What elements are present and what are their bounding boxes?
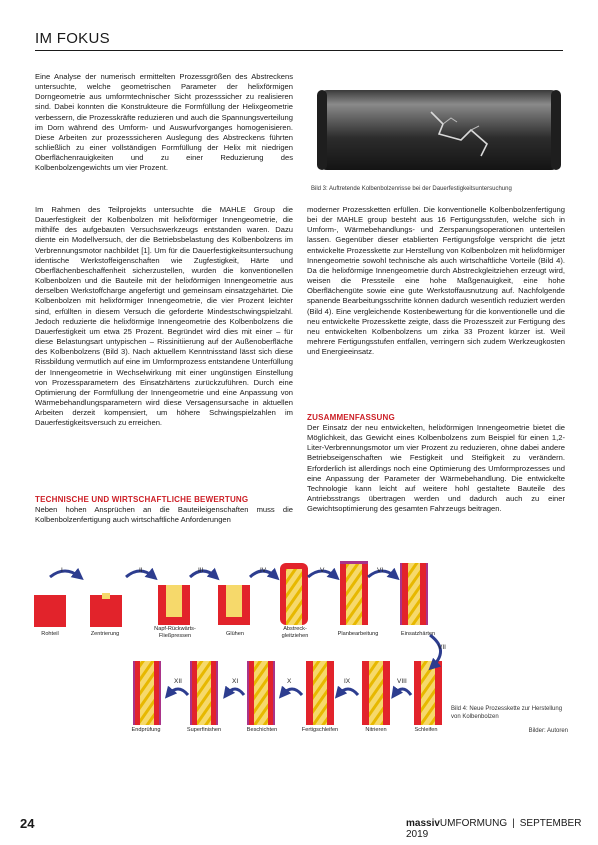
section-title: IM FOKUS [35, 30, 110, 47]
intro-paragraph: Eine Analyse der numerisch ermittelten Prozessgrößen des Abstreckens untersuchte, welche geometrischen Parameter der helixförmigen Dorngeometrie aus umformtechnischer Sicht prozesssicher zu realisieren sind. Dabei konnten die Konstrukteure die Formfüllung der Helixgeometrie verbessern, die Prozesskräfte reduzieren und auch die Spannungsverteilung im Dorn während des Umform- und Auswurfvorganges homogenisieren. Diese Arbeiten zur prozesssicheren Auslegung des Abstreckens führten schließlich zu einer vollständigen Formfüllung der Helix mit niedrigen Oberflächenrauigkeiten und zu einer Reduzierung des Kolbenbolzengewichts um vier Prozent. [35, 72, 293, 173]
part-inspected [133, 661, 161, 725]
part-annealed [218, 585, 250, 625]
part-coated [247, 661, 275, 725]
part-faced [340, 561, 368, 625]
step-label: Superfinishen [186, 727, 222, 733]
tech-section-heading: TECHNISCHE UND WIRTSCHAFTLICHE BEWERTUNG [35, 495, 249, 504]
step-numeral: III [198, 567, 204, 574]
left-column-text: Im Rahmen des Teilprojekts untersuchte die MAHLE Group die Dauerfestigkeit der Kolbenbolzen mit helixförmiger Innengeometrie, die mithilfe des aufgebauten Versuchswerkzeugs entstanden waren. Dazu diente ein Modellversuch, der die Betriebsbelastung des Kolbenbolzens im Verbrennungsmotor nachbildet [1]. Um für die Dauerfestigkeitsuntersuchung identische Werkstoffeigenschaften wie Zugfestigkeit, Härte und Oberflächenbeschaffenheit sicherzustellen, wurden die konventionellen Kolbenbolzen und die Bauteile mit der helixförmigen Innengeometrie aus derselben Werkstoffcharge angefertigt und gemeinsam einsatzgehärtet. Die Kolbenbolzen mit helixförmiger Innengeometrie, die vier Prozent leichter sind, erfüllten in diesem Versuch die geforderte Mindestschwingspielzahl. Jedoch reduzierte die helixförmige Innengeometrie des Kolbenbolzens die Dauerfestigkeit um etwa 25 Prozent. Begründet wird dies mit einer – für diese Belastungsart untypischen – Rissinitiierung auf der Außenoberfläche des Kolbenbolzens (Bild 3). Nach aktuellem Kenntnisstand lässt sich diese Rissbildung vermutlich auf eine im Umformprozess entstandene Unterfüllung der Innengeometrie in Wechselwirkung mit einer ungünstigen Einstellung von Prozessparametern des Einsatzhärtens zurückzuführen. Durch eine Optimierung der Formfüllung der Innengeometrie und eine Anpassung von Wärmebehandlungsparametern wird diese Versagensursache in aktuellen Arbeiten derzeit kompensiert, um höhere Schwingspielzahlen im Dauerfestigkeitsversuch zu erreichen. [35, 205, 293, 428]
process-arrow [226, 689, 244, 695]
tech-section-text: Neben hohen Ansprüchen an die Bauteileigenschaften muss die Kolbenbolzenfertigung auch wirtschaftliche Anforderungen [35, 505, 293, 525]
step-numeral: II [139, 567, 143, 574]
step-label: Planbearbeitung [337, 631, 379, 637]
summary-text: Der Einsatz der neu entwickelten, helixförmigen Innengeometrie bietet die Möglichkeit, das Gewicht eines Kolbenbolzens zum Beispiel für einen 1,2-Liter-Verbrennungsmotor um vier Prozent zu reduzieren, ohne dabei andere Betriebseigenschaften wie Festigkeit und Steifigkeit zu verändern. Erforderlich ist allerdings noch eine Optimierung des Umformprozesses und eine Anpassung der Parameter der Wärmebehandlung. Die entwickelte Technologie kann leicht auf weitere hohl gestaltete Bauteile des Antriebsstrangs übertragen werden und dadurch auch zu einer Gewichtsoptimierung des gesamten Fahrzeugs beitragen. [307, 423, 565, 514]
figure-3-caption: Bild 3: Auftretende Kolbenbolzenrisse bei der Dauerfestigkeitsuntersuchung [311, 186, 512, 192]
magazine-brand-suffix: UMFORMUNG [439, 818, 508, 829]
figure-credit: Bilder: Autoren [528, 728, 568, 734]
part-case-hardened [400, 563, 428, 625]
step-numeral: V [320, 567, 325, 574]
part-ground [414, 661, 442, 725]
part-centered [90, 593, 122, 627]
process-arrow [338, 689, 358, 695]
part-cup [158, 585, 190, 625]
step-numeral: VI [377, 567, 384, 574]
process-arrow [394, 689, 411, 695]
step-numeral: I [61, 567, 63, 574]
summary-heading: ZUSAMMENFASSUNG [307, 413, 395, 422]
part-ground-final [306, 661, 334, 725]
right-column-text: moderner Prozessketten erfüllen. Die konventionelle Kolbenbolzenfertigung bei der MAHLE group besteht aus 16 Fertigungsstufen, welche sich in Umform-, Wärmebehandlungs- und Zerspanungsoperationen unterteilen lassen. Gegenüber dieser etablierten Fertigungsfolge verspricht die jetzt entwickelte Prozesskette zur Herstellung von Kolbenbolzen mit helixförmiger Innengeometrie sowohl technische als auch wirtschaftliche Vorteile (Bild 4). Da die helixförmige Innengeometrie durch Abstreckgleitziehen erzeugt wird, weisen die Pressteile eine hohe Maßgenauigkeit, eine hohe Oberflächengüte sowie eine gute Werkstoffausnutzung auf. Nachfolgende spanende Bearbeitungsschritte können dadurch wesentlich reduziert werden (Bild 4). Eine vergleichende Kostenbewertung für die konventionelle und die neu entwickelte Prozesskette zeigte, dass die Prozesszeit zur Fertigung des neu entwickelten Kolbenbolzens um zirka 33 Prozent kürzer ist. Weil mehrere Fertigungsstufen entfallen, verringern sich zudem Werkzeugkosten und Energieeinsatz. [307, 205, 565, 357]
step-label: Nitrieren [365, 727, 387, 733]
step-numeral: IX [344, 678, 351, 685]
step-numeral: X [287, 678, 292, 685]
row-1-parts [34, 561, 428, 627]
step-label: Zentrierung [90, 631, 120, 637]
process-arrow [50, 571, 80, 577]
step-numeral: VIII [397, 678, 407, 685]
piston-pin-photo [311, 82, 567, 178]
footer-separator: | [512, 818, 515, 829]
header-rule [35, 50, 563, 51]
step-label: Abstreck-gleitziehen [281, 626, 309, 639]
part-nitrided [362, 661, 390, 725]
part-raw [34, 595, 66, 627]
part-superfinished [190, 661, 218, 725]
step-label: Schleifen [414, 727, 438, 733]
issue-date: SEPTEMBER 2019 [406, 818, 582, 840]
step-label: Napf-Rückwärts-Fließpressen [154, 626, 196, 639]
page-number: 24 [20, 816, 35, 831]
figure-4-caption: Bild 4: Neue Prozesskette zur Herstellung von Kolbenbolzen [451, 706, 563, 720]
step-label: Glühen [225, 631, 245, 637]
magazine-brand: massiv [406, 818, 440, 829]
step-numeral: IV [260, 567, 267, 574]
step-label: Einsatzhärten [400, 631, 436, 637]
step-numeral: XII [174, 678, 182, 685]
step-numeral: XI [232, 678, 239, 685]
part-ironed [280, 563, 308, 625]
step-numeral: VII [438, 644, 446, 651]
step-label: Rohteil [41, 631, 59, 637]
magazine-footer [406, 818, 598, 840]
step-label: Fertigschleifen [301, 727, 339, 733]
process-arrow [168, 689, 188, 695]
step-label: Endprüfung [131, 727, 161, 733]
step-label: Beschichten [246, 727, 278, 733]
process-arrow [282, 689, 302, 695]
